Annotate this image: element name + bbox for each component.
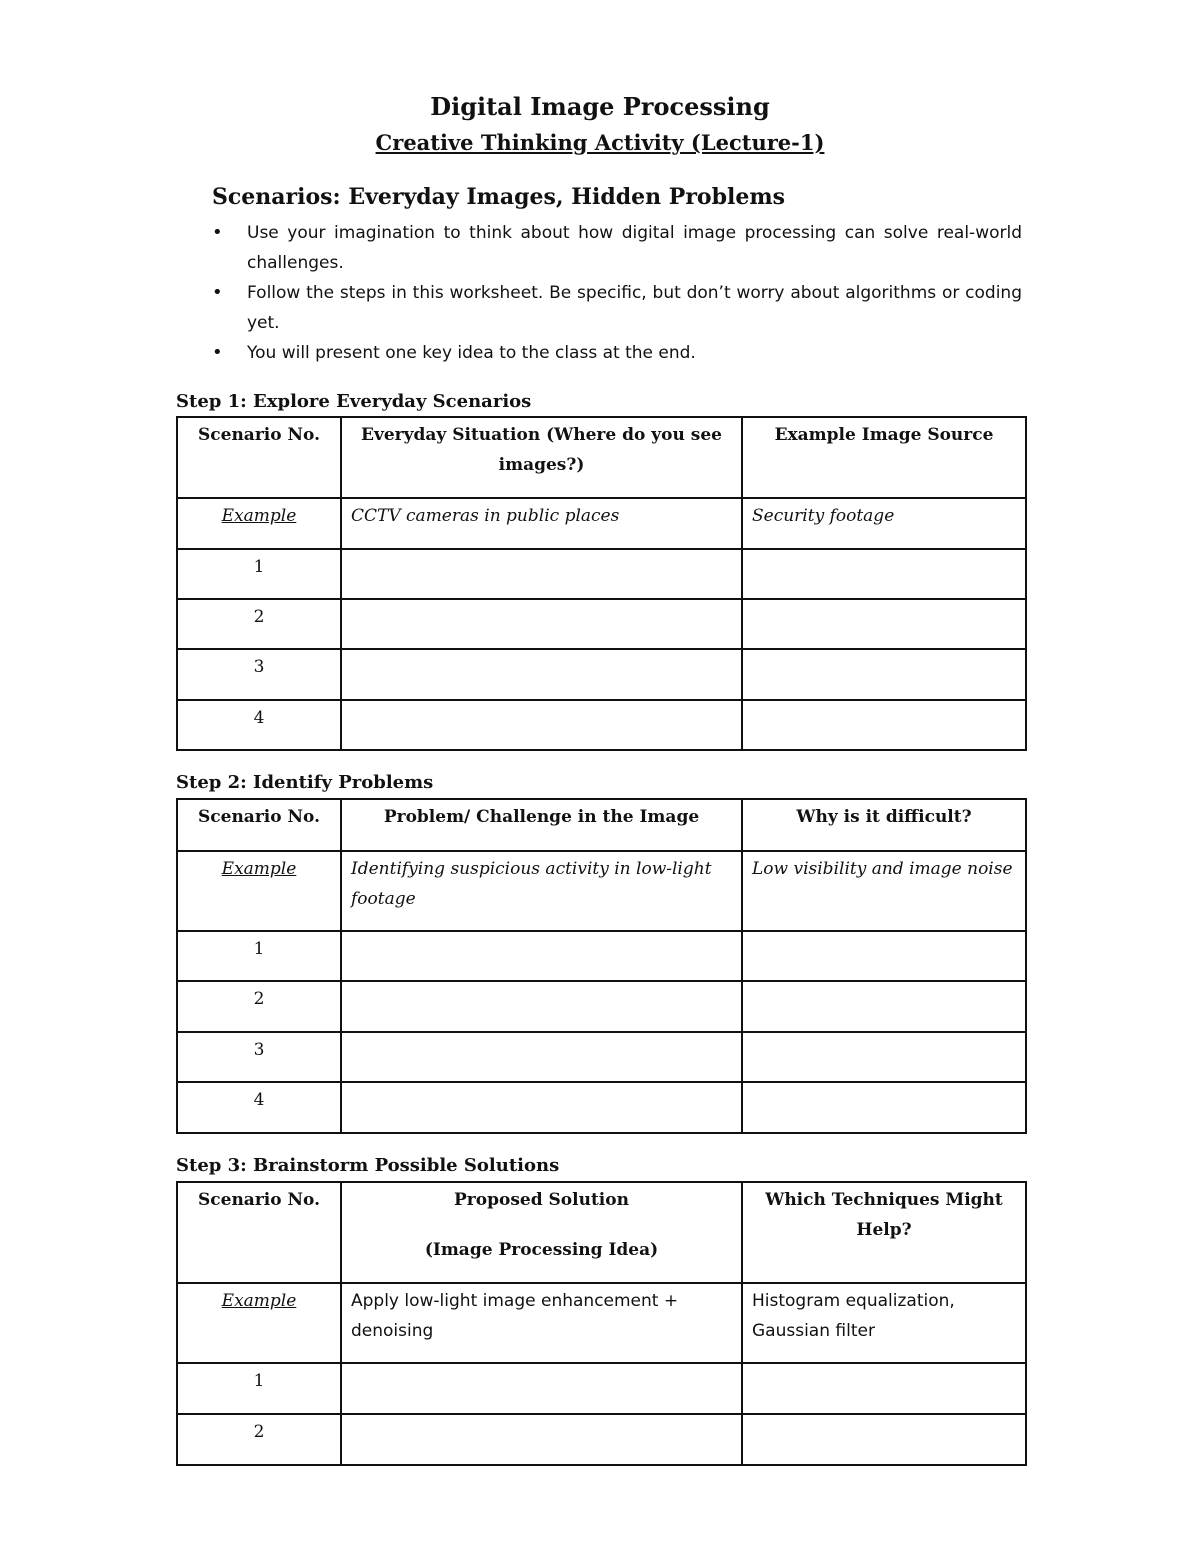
- table-row: [177, 1082, 1026, 1133]
- techniques-cell[interactable]: [742, 1363, 1026, 1414]
- example-source: Security footage: [742, 498, 1026, 549]
- step2-heading: Step 2: Identify Problems: [176, 772, 434, 793]
- solution-cell[interactable]: [341, 1363, 742, 1414]
- table-row: [177, 700, 1026, 750]
- table-row: [177, 981, 1026, 1032]
- situation-cell[interactable]: [341, 649, 742, 700]
- example-label: Example: [177, 1283, 341, 1363]
- example-label: Example: [177, 498, 341, 549]
- scenario-number: 1: [177, 549, 341, 599]
- table-row: [177, 931, 1026, 981]
- scenario-number: 3: [177, 1032, 341, 1082]
- table-row: [177, 1363, 1026, 1414]
- example-row: [177, 498, 1026, 549]
- example-problem: Identifying suspicious activity in low-light footage: [341, 851, 742, 931]
- problem-cell[interactable]: [341, 981, 742, 1032]
- example-label: Example: [177, 851, 341, 931]
- problem-cell[interactable]: [341, 1082, 742, 1133]
- situation-cell[interactable]: [341, 599, 742, 649]
- scenario-number: 4: [177, 1082, 341, 1133]
- situation-cell[interactable]: [341, 700, 742, 750]
- instruction-item: • Use your imagination to think about how digital image processing can solve real-world challenges.: [212, 218, 1022, 278]
- column-header: Scenario No.: [177, 1182, 341, 1283]
- table-header-row: [177, 1182, 1026, 1283]
- column-header: Which Techniques Might Help?: [742, 1182, 1026, 1283]
- table-header-row: [177, 799, 1026, 851]
- column-header: Example Image Source: [742, 417, 1026, 498]
- scenario-number: 2: [177, 981, 341, 1032]
- page-subtitle: Creative Thinking Activity (Lecture-1): [375, 130, 825, 155]
- column-header: Problem/ Challenge in the Image: [341, 799, 742, 851]
- table-row: [177, 1032, 1026, 1082]
- scenario-number: 1: [177, 1363, 341, 1414]
- table-row: [177, 599, 1026, 649]
- step2-table: [176, 798, 1027, 1134]
- techniques-cell[interactable]: [742, 1414, 1026, 1465]
- problem-cell[interactable]: [341, 931, 742, 981]
- situation-cell[interactable]: [341, 549, 742, 599]
- page-title: Digital Image Processing: [430, 92, 770, 121]
- step3-heading: Step 3: Brainstorm Possible Solutions: [176, 1155, 560, 1176]
- source-cell[interactable]: [742, 549, 1026, 599]
- instructions-list: [212, 218, 1022, 368]
- step1-table: [176, 416, 1027, 751]
- table-row: [177, 549, 1026, 599]
- example-why: Low visibility and image noise: [742, 851, 1026, 931]
- example-row: [177, 1283, 1026, 1363]
- scenario-number: 2: [177, 599, 341, 649]
- column-header-line: Proposed Solution: [454, 1190, 629, 1210]
- why-cell[interactable]: [742, 1032, 1026, 1082]
- example-row: [177, 851, 1026, 931]
- column-header: Scenario No.: [177, 799, 341, 851]
- table-header-row: [177, 417, 1026, 498]
- column-header-solution: [341, 1182, 742, 1283]
- column-header-line: (Image Processing Idea): [424, 1240, 659, 1260]
- why-cell[interactable]: [742, 931, 1026, 981]
- solution-cell[interactable]: [341, 1414, 742, 1465]
- example-solution: Apply low-light image enhancement + denoising: [341, 1283, 742, 1363]
- step1-heading: Step 1: Explore Everyday Scenarios: [176, 391, 532, 412]
- source-cell[interactable]: [742, 700, 1026, 750]
- column-header: Scenario No.: [177, 417, 341, 498]
- scenario-number: 3: [177, 649, 341, 700]
- instruction-item: • Follow the steps in this worksheet. Be specific, but don’t worry about algorithms or coding yet.: [212, 278, 1022, 338]
- scenario-number: 2: [177, 1414, 341, 1465]
- example-techniques: Histogram equalization, Gaussian filter: [742, 1283, 1026, 1363]
- column-header: Everyday Situation (Where do you see images?): [341, 417, 742, 498]
- step3-table: [176, 1181, 1027, 1466]
- why-cell[interactable]: [742, 1082, 1026, 1133]
- source-cell[interactable]: [742, 599, 1026, 649]
- scenario-number: 4: [177, 700, 341, 750]
- instruction-item: • You will present one key idea to the class at the end.: [212, 338, 1022, 368]
- source-cell[interactable]: [742, 649, 1026, 700]
- example-situation: CCTV cameras in public places: [341, 498, 742, 549]
- table-row: [177, 1414, 1026, 1465]
- table-row: [177, 649, 1026, 700]
- scenario-number: 1: [177, 931, 341, 981]
- scenarios-heading: Scenarios: Everyday Images, Hidden Problems: [212, 184, 785, 210]
- column-header: Why is it difficult?: [742, 799, 1026, 851]
- why-cell[interactable]: [742, 981, 1026, 1032]
- problem-cell[interactable]: [341, 1032, 742, 1082]
